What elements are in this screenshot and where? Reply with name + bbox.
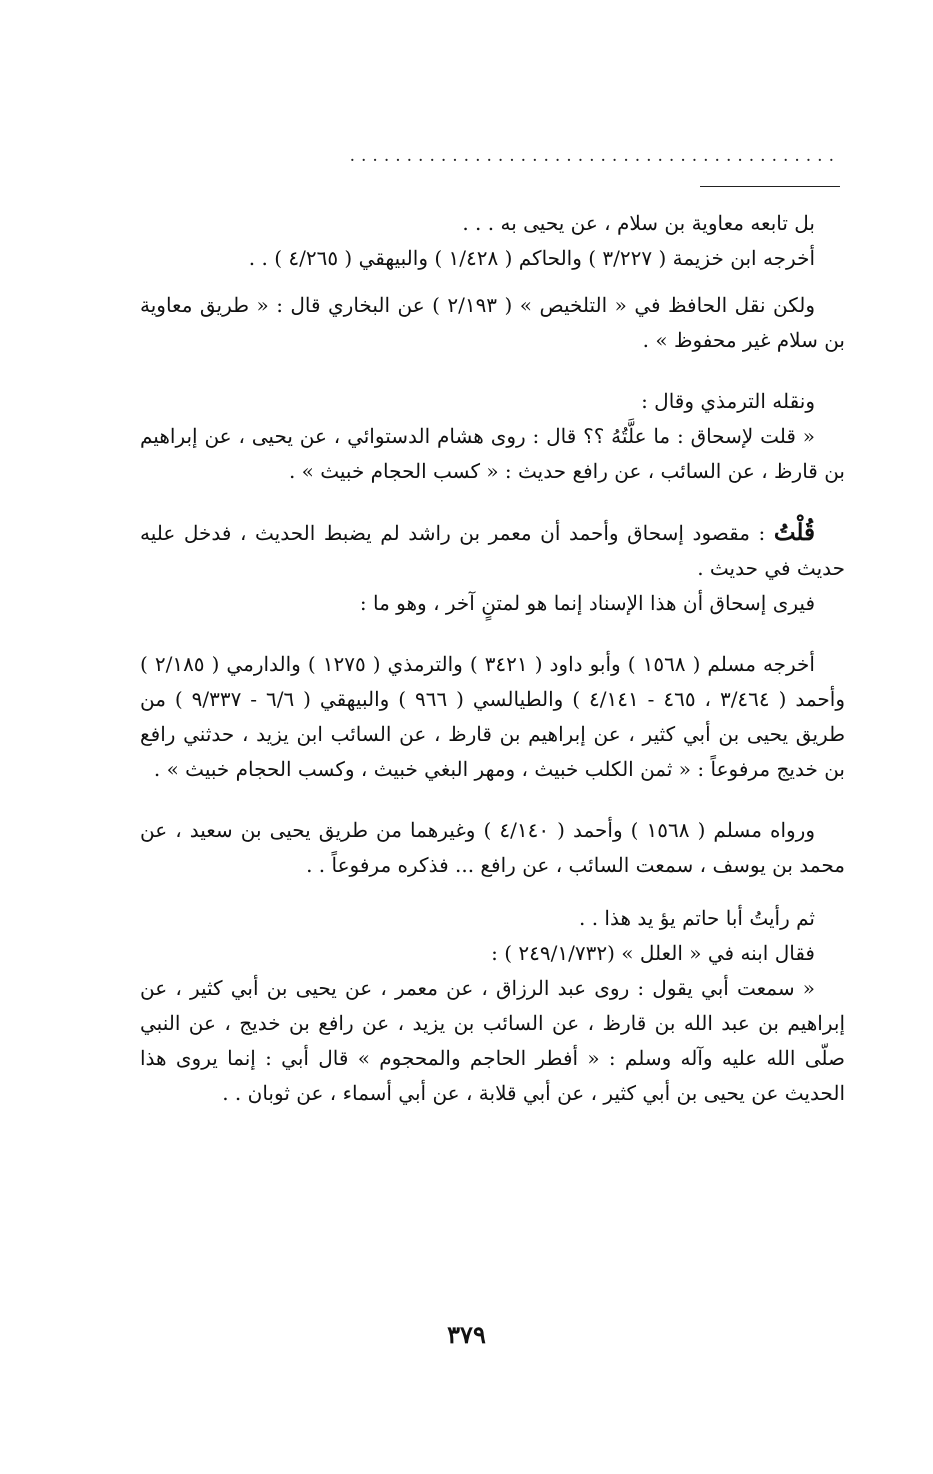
footnote-rule: [700, 186, 840, 187]
paragraph-2: أخرجه ابن خزيمة ( ٣/٢٢٧ ) والحاكم ( ١/٤٢٨ ) والبيهقي ( ٤/٢٦٥ ) . .: [248, 246, 815, 270]
dotted-separator: ...........................................: [349, 146, 840, 166]
paragraph-11: فقال ابنه في « العلل » (٢٤٩/١/٧٣٢ ) :: [491, 941, 815, 965]
paragraph-6-text: : مقصود إسحاق وأحمد أن معمر بن راشد لم يضبط الحديث ، فدخل عليه حديث في حديث .: [140, 521, 845, 580]
paragraph-8: أخرجه مسلم ( ١٥٦٨ ) وأبو داود ( ٣٤٢١ ) والترمذي ( ١٢٧٥ ) والدارمي ( ٢/١٨٥ ) وأحمد ( ٣/٤٦٤ ، ٤٦٥ - ٤/١٤١ ) والطيالسي ( ٩٦٦ ) والبيهقي ( ٦/٦ - ٩/٣٣٧ ) من طريق يحيى بن أبي كثير ، عن إبراهيم بن قارظ ، عن السائب ابن يزيد ، حدثني رافع بن خديج مرفوعاً : « ثمن الكلب خبيث ، ومهر البغي خبيث ، وكسب الحجام خبيث » .: [140, 652, 845, 781]
paragraph-7: فيرى إسحاق أن هذا الإسناد إنما هو لمتنٍ آخر ، وهو ما :: [359, 591, 815, 615]
paragraph-6: [140, 515, 845, 586]
paragraph-3: ولكن نقل الحافظ في « التلخيص » ( ٢/١٩٣ ) عن البخاري قال : « طريق معاوية بن سلام غير محفوظ » .: [140, 293, 845, 352]
paragraph-10: ثم رأيتُ أبا حاتم يؤ يد هذا . .: [579, 906, 815, 930]
paragraph-1: بل تابعه معاوية بن سلام ، عن يحيى به . . .: [462, 211, 815, 235]
footnote-text: [140, 206, 845, 1111]
paragraph-4: ونقله الترمذي وقال :: [641, 389, 815, 413]
paragraph-9: ورواه مسلم ( ١٥٦٨ ) وأحمد ( ٤/١٤٠ ) وغيرهما من طريق يحيى بن سعيد ، عن محمد بن يوسف ، سمعت السائب ، عن رافع ... فذكره مرفوعاً . .: [140, 818, 845, 877]
paragraph-5: « قلت لإسحاق : ما علَّتُهُ ؟؟ قال : روى هشام الدستوائي ، عن يحيى ، عن إبراهيم بن قارظ ، عن السائب ، عن رافع حديث : « كسب الحجام خبيث » .: [140, 424, 845, 483]
page-number: ٣٧٩: [447, 1320, 486, 1349]
qultu-label: قُلْتُ: [773, 519, 816, 546]
paragraph-12: « سمعت أبي يقول : روى عبد الرزاق ، عن معمر ، عن يحيى بن أبي كثير ، عن إبراهيم بن عبد الله بن قارظ ، عن السائب بن يزيد ، عن رافع بن خديج ، عن النبي صلّى الله عليه وآله وسلم : « أفطر الحاجم والمحجوم » قال أبي : إنما يروى هذا الحديث عن يحيى بن أبي كثير ، عن أبي قلابة ، عن أبي أسماء ، عن ثوبان . .: [140, 976, 845, 1105]
